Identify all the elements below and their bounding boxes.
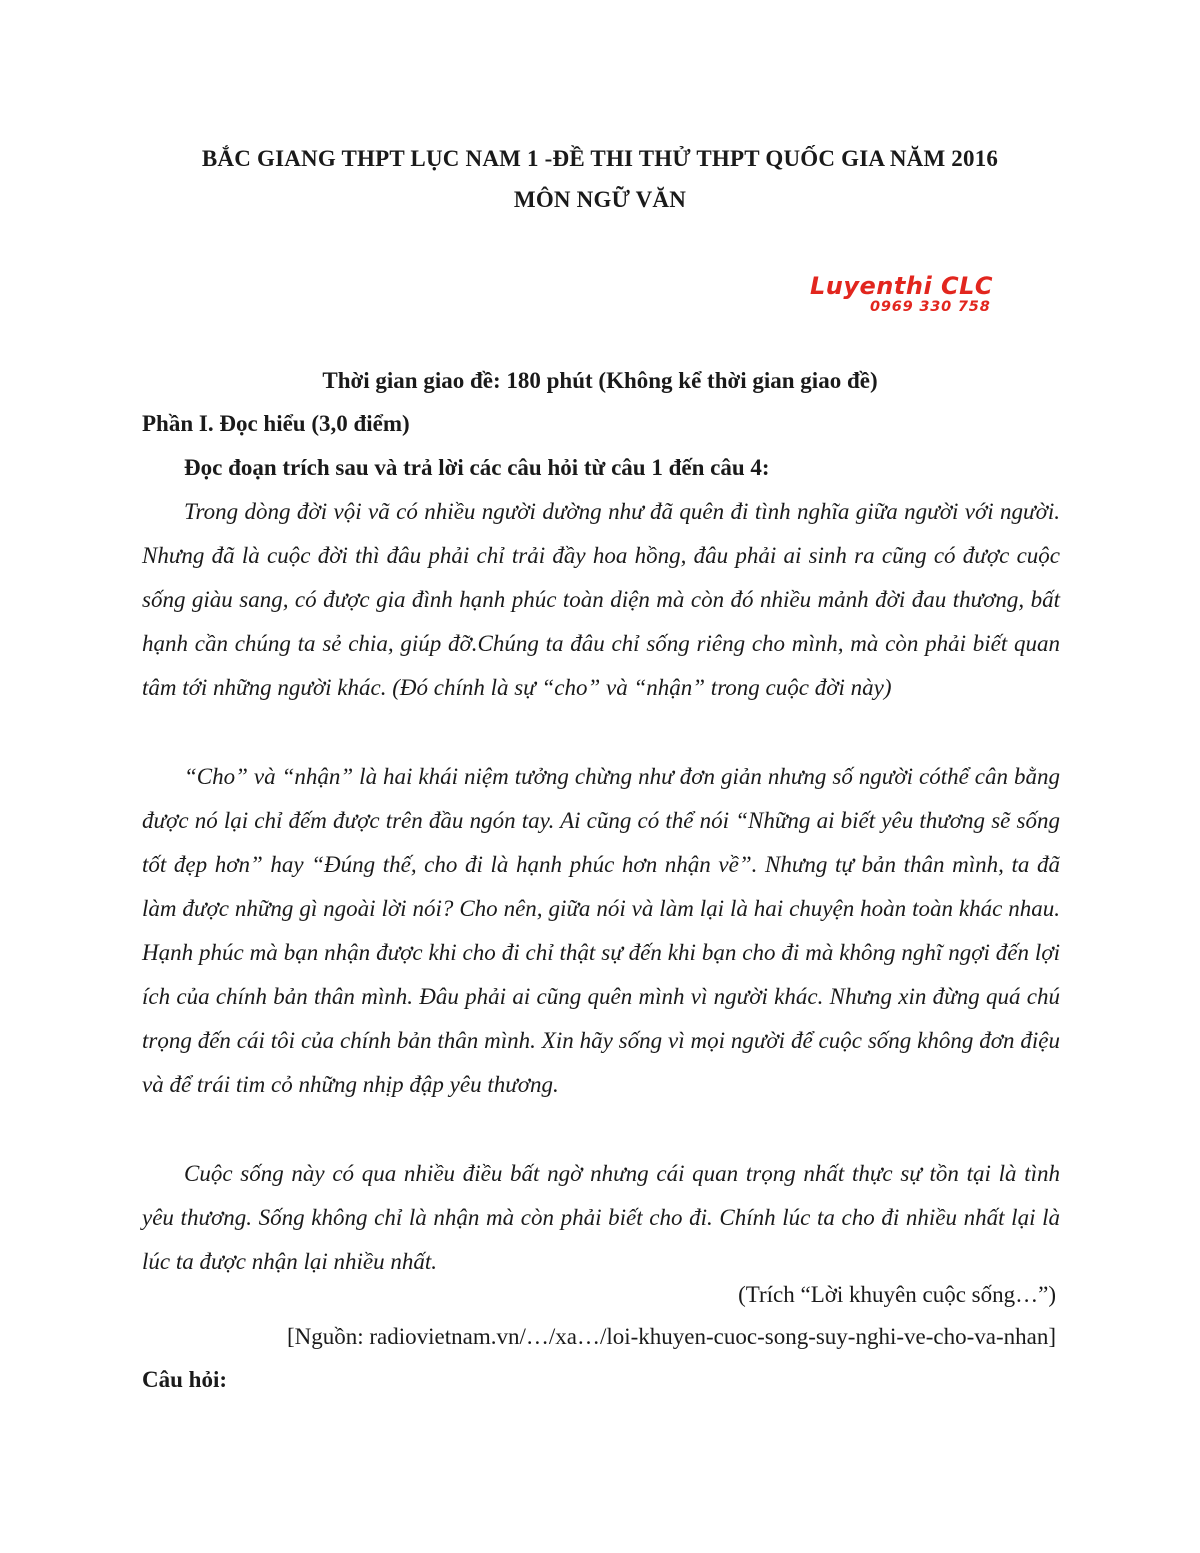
- exam-title: BẮC GIANG THPT LỤC NAM 1 -ĐỀ THI THỬ THPT QUỐC GIA NĂM 2016: [201, 146, 999, 171]
- passage-citation: (Trích “Lời khuyên cuộc sống…”): [738, 1282, 1056, 1307]
- time-note: Thời gian giao đề: 180 phút (Không kể thời gian giao đề): [322, 368, 878, 393]
- section-heading: Phần I. Đọc hiểu (3,0 điểm): [142, 411, 410, 436]
- logo-phone: 0969 330 758: [870, 299, 991, 315]
- questions-heading: Câu hỏi:: [142, 1367, 227, 1392]
- passage-source: [Nguồn: radiovietnam.vn/…/xa…/loi-khuyen-cuoc-song-suy-nghi-ve-cho-va-nhan]: [286, 1324, 1056, 1349]
- passage-paragraph: Trong dòng đời vội vã có nhiều người dường như đã quên đi tình nghĩa giữa người với người. Nhưng đã là cuộc đời thì đâu phải chỉ trải đầy hoa hồng, đâu phải ai sinh ra cũng có được cuộc sống giàu sang, có được gia đình hạnh phúc toàn diện mà còn đó nhiều mảnh đời đau thương, bất hạnh cần chúng ta sẻ chia, giúp đỡ.Chúng ta đâu chỉ sống riêng cho mình, mà còn phải biết quan tâm tới những người khác. (Đó chính là sự “cho” và “nhận” trong cuộc đời này): [142, 499, 1060, 700]
- instruction-text: Đọc đoạn trích sau và trả lời các câu hỏi từ câu 1 đến câu 4:: [184, 455, 770, 480]
- logo-name: Luyenthi CLC: [810, 272, 994, 300]
- luyenthi-logo: [806, 272, 1034, 322]
- passage-paragraph: “Cho” và “nhận” là hai khái niệm tưởng chừng như đơn giản nhưng số người cóthể cân bằng được nó lại chỉ đếm được trên đầu ngón tay. Ai cũng có thể nói “Những ai biết yêu thương sẽ sống tốt đẹp hơn” hay “Đúng thế, cho đi là hạnh phúc hơn nhận về”. Nhưng tự bản thân mình, ta đã làm được những gì ngoài lời nói? Cho nên, giữa nói và làm lại là hai chuyện hoàn toàn khác nhau. Hạnh phúc mà bạn nhận được khi cho đi chỉ thật sự đến khi bạn cho đi mà không nghĩ ngợi đến lợi ích của chính bản thân mình. Đâu phải ai cũng quên mình vì người khác. Nhưng xin đừng quá chú trọng đến cái tôi của chính bản thân mình. Xin hãy sống vì mọi người để cuộc sống không đơn điệu và để trái tim cỏ những nhịp đập yêu thương.: [142, 764, 1060, 1097]
- subject-title: MÔN NGỮ VĂN: [513, 187, 687, 212]
- passage-paragraph: Cuộc sống này có qua nhiều điều bất ngờ nhưng cái quan trọng nhất thực sự tồn tại là tình yêu thương. Sống không chỉ là nhận mà còn phải biết cho đi. Chính lúc ta cho đi nhiều nhất lại là lúc ta được nhận lại nhiều nhất.: [142, 1161, 1060, 1274]
